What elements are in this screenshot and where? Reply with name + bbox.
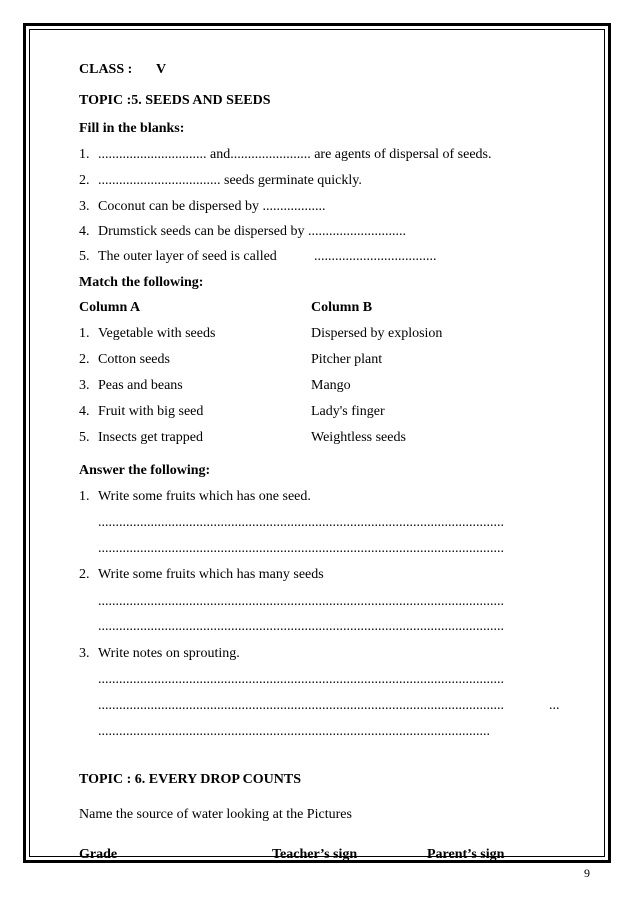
fill-item-text: ............................... and....................... are agents of dispersal of seeds.	[98, 147, 492, 162]
match-column-a-item: Fruit with big seed	[98, 404, 204, 419]
topic-6-instruction: Name the source of water looking at the Pictures	[79, 807, 352, 822]
match-column-b-item: Weightless seeds	[311, 430, 406, 445]
question-text: Write notes on sprouting.	[98, 646, 240, 661]
match-column-a-item: Insects get trapped	[98, 430, 203, 445]
answer-line: ....................................................................................................................	[98, 619, 504, 634]
answer-line: ....................................................................................................................	[98, 594, 504, 609]
match-row-number: 5.	[79, 430, 90, 445]
question-number: 1.	[79, 489, 90, 504]
answer-line: ....................................................................................................................	[98, 698, 504, 713]
answer-line: ....................................................................................................................	[98, 672, 504, 687]
column-a-header: Column A	[79, 300, 141, 315]
answer-line-continuation: ...	[549, 698, 560, 713]
teacher-sign-label: Teacher’s sign	[272, 847, 358, 862]
fill-item-number: 5.	[79, 249, 90, 264]
match-column-b-item: Mango	[311, 378, 351, 393]
topic-title: TOPIC :5. SEEDS AND SEEDS	[79, 93, 271, 108]
fill-item-number: 2.	[79, 173, 90, 188]
column-b-header: Column B	[311, 300, 373, 315]
match-heading: Match the following:	[79, 275, 204, 290]
question-text: Write some fruits which has one seed.	[98, 489, 311, 504]
question-number: 2.	[79, 567, 90, 582]
fill-item-text: Drumstick seeds can be dispersed by ............................	[98, 224, 406, 239]
match-column-a-item: Peas and beans	[98, 378, 183, 393]
fill-item-blank: ...................................	[314, 249, 437, 264]
match-row-number: 3.	[79, 378, 90, 393]
fill-item-number: 3.	[79, 199, 90, 214]
answer-line: ....................................................................................................................	[98, 515, 504, 530]
grade-label: Grade	[79, 847, 118, 862]
match-row-number: 2.	[79, 352, 90, 367]
answer-line: ................................................................................................................	[98, 724, 490, 739]
class-label: CLASS :	[79, 62, 133, 77]
match-column-b-item: Pitcher plant	[311, 352, 383, 367]
fill-item-text: Coconut can be dispersed by ..................	[98, 199, 326, 214]
question-text: Write some fruits which has many seeds	[98, 567, 324, 582]
parent-sign-label: Parent’s sign	[427, 847, 505, 862]
fill-item-text: ................................... seeds germinate quickly.	[98, 173, 362, 188]
question-number: 3.	[79, 646, 90, 661]
fill-blanks-heading: Fill in the blanks:	[79, 121, 185, 136]
topic-6-title: TOPIC : 6. EVERY DROP COUNTS	[79, 772, 301, 787]
page-number: 9	[584, 866, 590, 880]
fill-item-text: The outer layer of seed is called	[98, 249, 277, 264]
match-column-b-item: Dispersed by explosion	[311, 326, 443, 341]
match-row-number: 1.	[79, 326, 90, 341]
answer-line: ....................................................................................................................	[98, 541, 504, 556]
match-column-a-item: Cotton seeds	[98, 352, 170, 367]
fill-item-number: 1.	[79, 147, 90, 162]
fill-item-number: 4.	[79, 224, 90, 239]
class-value: V	[156, 62, 167, 77]
match-column-b-item: Lady's finger	[311, 404, 385, 419]
match-row-number: 4.	[79, 404, 90, 419]
answer-heading: Answer the following:	[79, 463, 211, 478]
match-column-a-item: Vegetable with seeds	[98, 326, 216, 341]
